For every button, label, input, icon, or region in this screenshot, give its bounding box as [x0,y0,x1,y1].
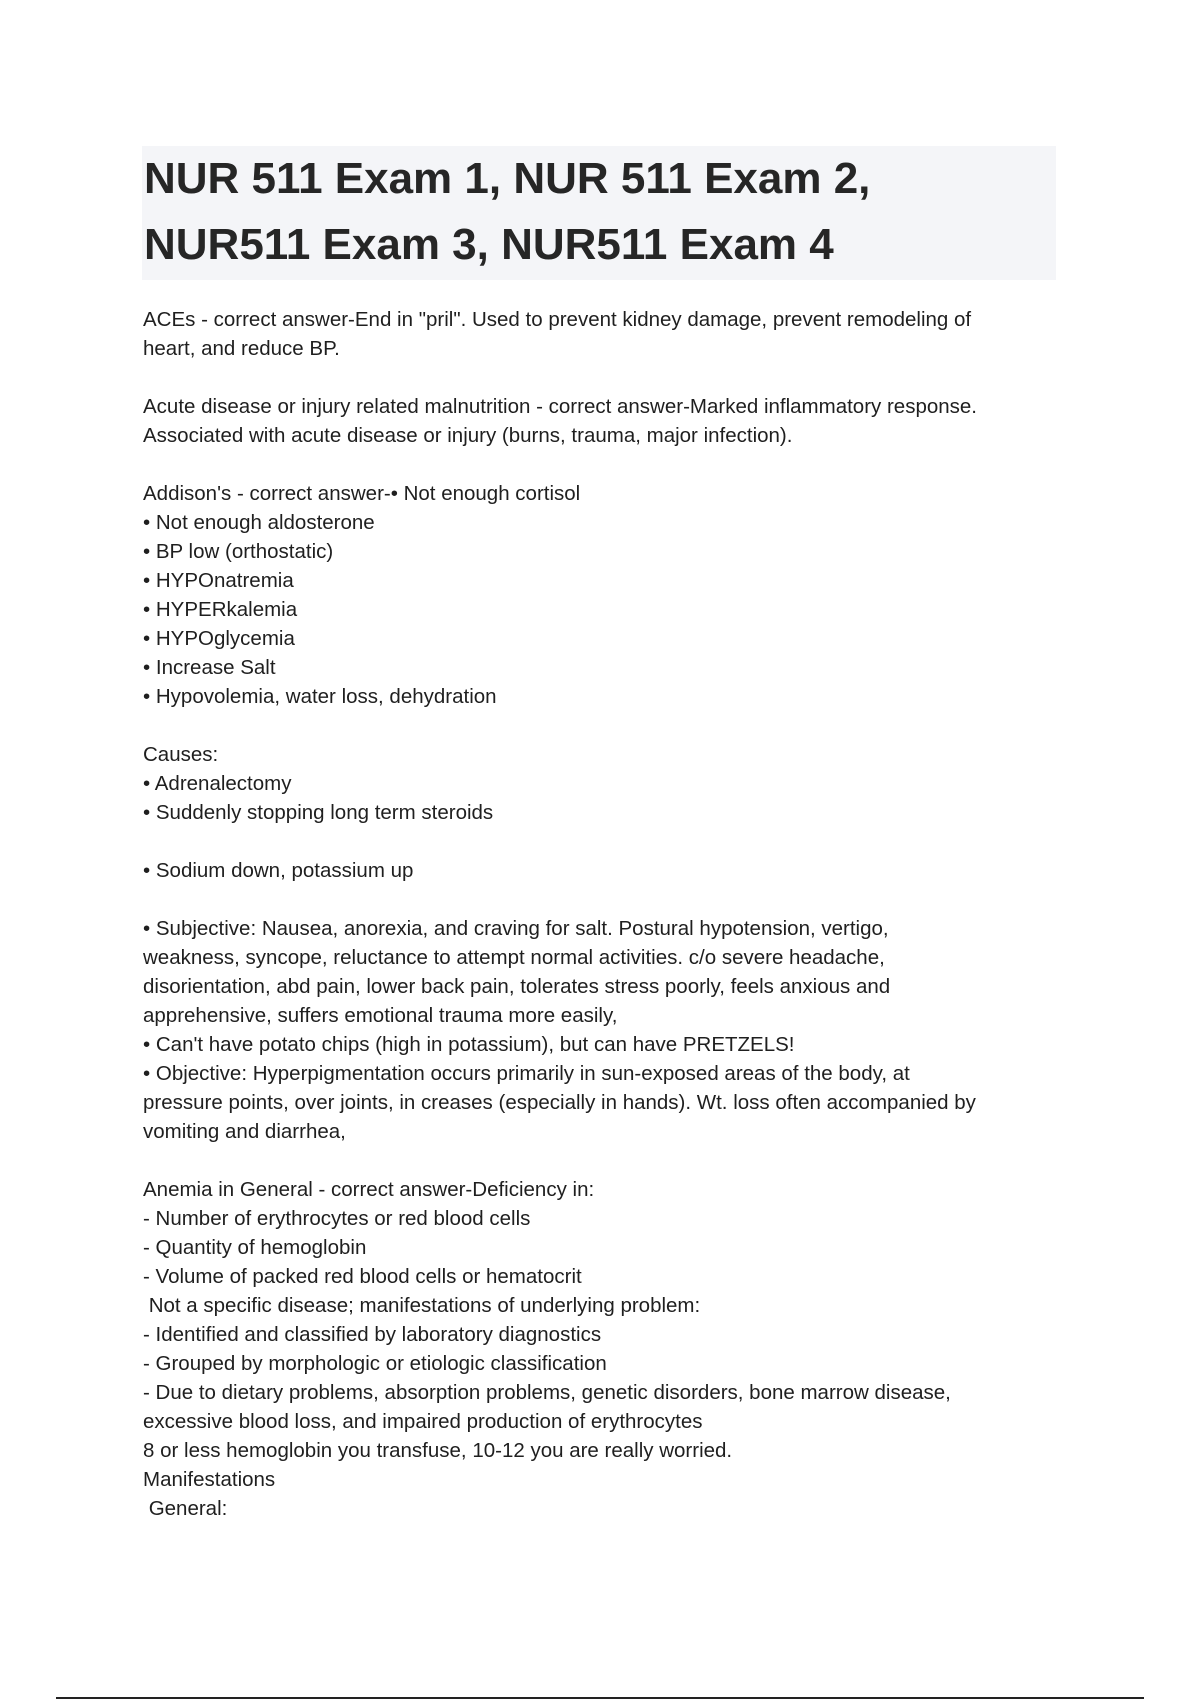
document-title-block [142,146,1056,280]
text-line: • HYPOnatremia [143,569,294,592]
text-line: • Adrenalectomy [143,772,292,795]
text-line: - Identified and classified by laboratory diagnostics [143,1323,602,1346]
text-line: Not a specific disease; manifestations of underlying problem: [143,1294,701,1317]
text-line: • Not enough aldosterone [143,511,375,534]
paragraph [143,856,1073,885]
text-line: heart, and reduce BP. [143,337,340,360]
text-line: • Increase Salt [143,656,276,679]
paragraph [143,914,1073,1146]
page-bottom-rule [56,1697,1144,1699]
text-line: - Number of erythrocytes or red blood cells [143,1207,531,1230]
text-line: ACEs - correct answer-End in "pril". Used to prevent kidney damage, prevent remodeling of [143,308,972,331]
text-line: pressure points, over joints, in creases (especially in hands). Wt. loss often accompanied by [143,1091,976,1114]
text-line: - Grouped by morphologic or etiologic classification [143,1352,607,1375]
text-line: • Suddenly stopping long term steroids [143,801,494,824]
text-line: • Hypovolemia, water loss, dehydration [143,685,497,708]
text-line: • HYPOglycemia [143,627,295,650]
text-line: Acute disease or injury related malnutrition - correct answer-Marked inflammatory response. [143,395,978,418]
text-line: • Sodium down, potassium up [143,859,414,882]
paragraph [143,1175,1073,1523]
text-line: Anemia in General - correct answer-Deficiency in: [143,1178,595,1201]
text-line: Manifestations [143,1468,276,1491]
text-line: weakness, syncope, reluctance to attempt normal activities. c/o severe headache, [143,946,885,969]
text-line: - Quantity of hemoglobin [143,1236,367,1259]
paragraph [143,305,1073,363]
text-line: disorientation, abd pain, lower back pain, tolerates stress poorly, feels anxious and [143,975,891,998]
text-line: Associated with acute disease or injury (burns, trauma, major infection). [143,424,793,447]
paragraph [143,392,1073,450]
text-line: • Objective: Hyperpigmentation occurs primarily in sun-exposed areas of the body, at [143,1062,910,1085]
text-line: apprehensive, suffers emotional trauma more easily, [143,1004,618,1027]
text-line: 8 or less hemoglobin you transfuse, 10-12 you are really worried. [143,1439,733,1462]
text-line: • Subjective: Nausea, anorexia, and craving for salt. Postural hypotension, vertigo, [143,917,889,940]
text-line: General: [143,1497,228,1520]
text-line: Addison's - correct answer-• Not enough cortisol [143,482,581,505]
text-line: excessive blood loss, and impaired production of erythrocytes [143,1410,703,1433]
paragraph [143,479,1073,711]
paragraph [143,740,1073,827]
text-line: - Due to dietary problems, absorption problems, genetic disorders, bone marrow disease, [143,1381,951,1404]
text-line: • BP low (orthostatic) [143,540,334,563]
text-line: vomiting and diarrhea, [143,1120,346,1143]
document-body [143,305,1073,1523]
text-line: - Volume of packed red blood cells or hematocrit [143,1265,582,1288]
text-line: • HYPERkalemia [143,598,298,621]
document-title-line-2: NUR511 Exam 3, NUR511 Exam 4 [144,220,834,269]
text-line: • Can't have potato chips (high in potassium), but can have PRETZELS! [143,1033,795,1056]
document-title-line-1: NUR 511 Exam 1, NUR 511 Exam 2, [144,154,871,203]
text-line: Causes: [143,743,219,766]
